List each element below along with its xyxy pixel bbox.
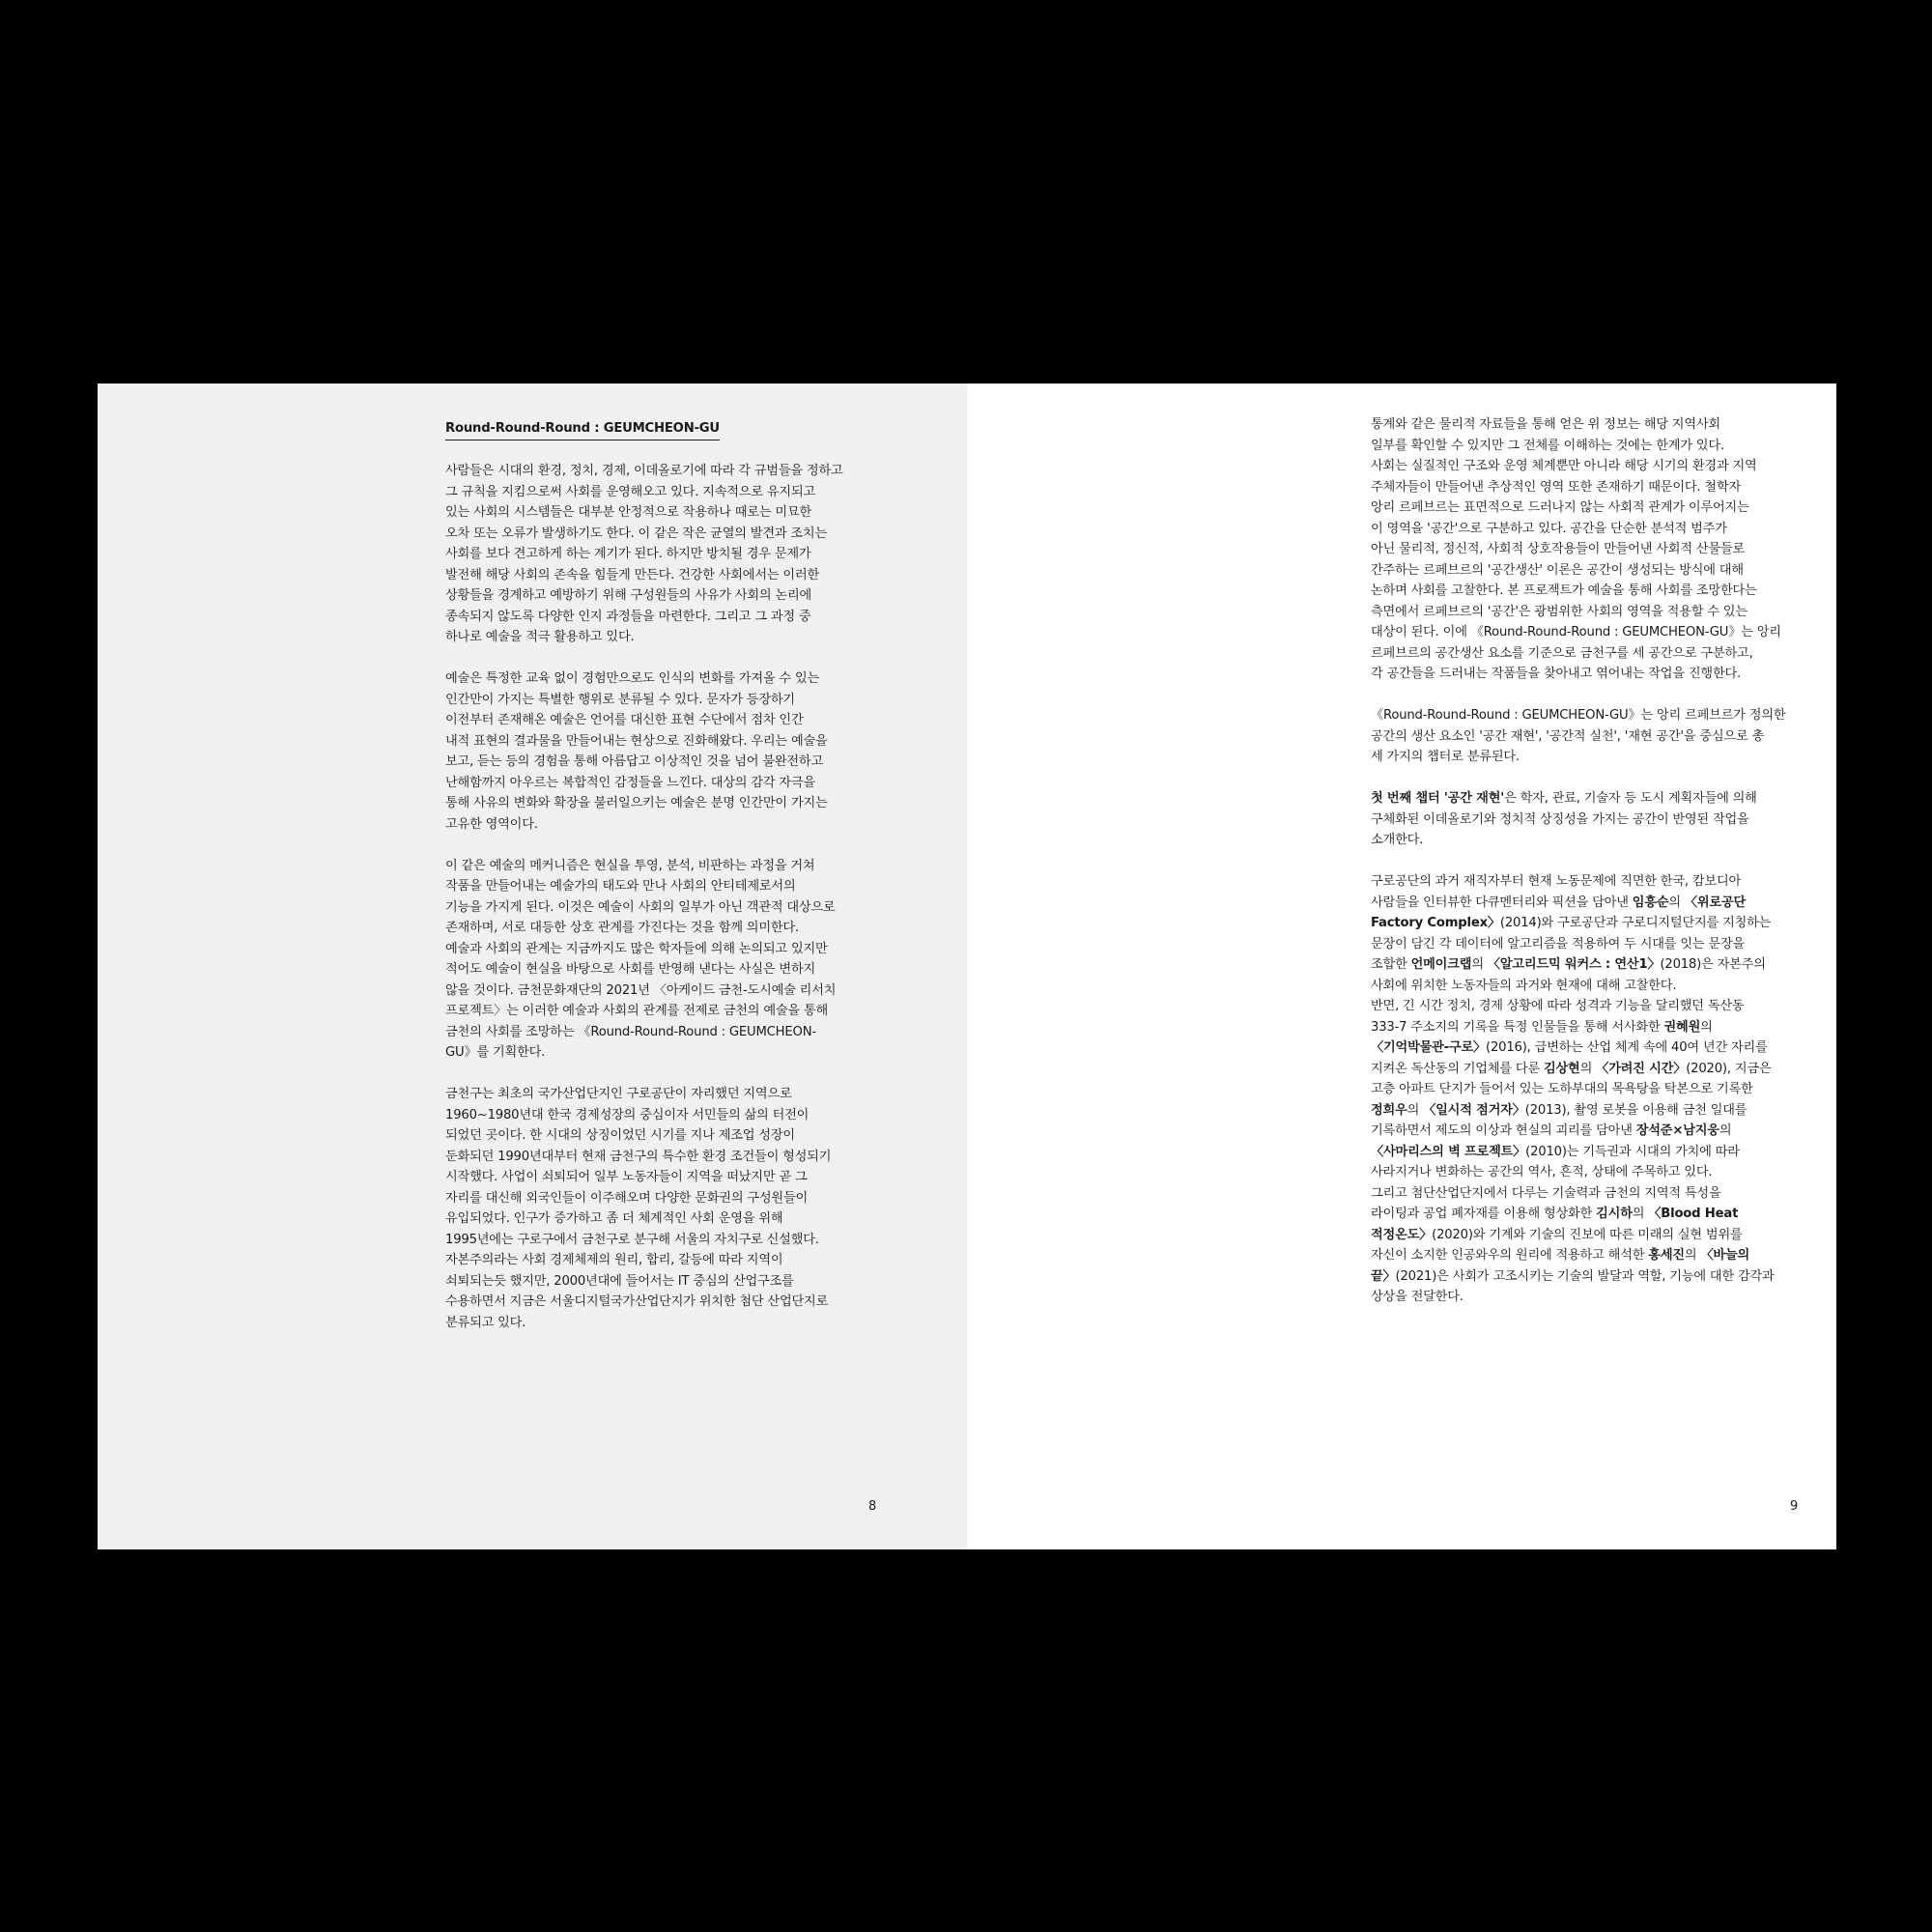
text-line (1371, 747, 1804, 768)
page-number-right: 9 (1790, 1499, 1799, 1514)
text-line (1371, 602, 1804, 623)
text-line (1371, 560, 1804, 582)
text-run: 문장이 담긴 각 데이터에 알고리즘을 적용하여 두 시대를 잇는 문장을 (1371, 936, 1746, 952)
text-run: 아닌 물리적, 정신적, 사회적 상호작용들이 만들어낸 사회적 산물들로 (1371, 542, 1746, 556)
bold-text-run: 〈알고리드믹 워커스 : 연산1〉 (1487, 957, 1661, 972)
text-line (1371, 1162, 1804, 1183)
paragraph-gap (445, 835, 890, 856)
right-body-text (1371, 414, 1804, 1308)
bold-text-run: 장석준×남지웅 (1635, 1123, 1719, 1138)
bold-text-run: 권혜원 (1663, 1019, 1701, 1035)
text-line (1371, 1245, 1804, 1266)
text-line (1371, 893, 1804, 914)
text-line: 기능을 가지게 된다. 이것은 예술이 사회의 일부가 아닌 객관적 대상으로 (445, 899, 836, 915)
text-run: 공간의 생산 요소인 '공간 재현', '공간적 실천', '재현 공간'을 중심으로 총 (1371, 728, 1765, 744)
text-run: 의 (1684, 1248, 1701, 1263)
text-run: 주체자들이 만들어낸 추상적인 영역 또한 존재하기 때문이다. 철학자 (1371, 479, 1742, 495)
bold-text-run: Factory Complex〉 (1371, 916, 1500, 930)
text-line (1371, 436, 1804, 457)
paragraph (445, 668, 890, 835)
left-body-text (445, 461, 890, 1333)
text-run: 논하며 사회를 고찰한다. 본 프로젝트가 예술을 통해 사회를 조망한다는 (1371, 583, 1757, 598)
text-line (1371, 830, 1804, 851)
text-run: 조합한 (1371, 957, 1411, 972)
paragraph (1371, 414, 1804, 685)
text-run: 은 학자, 관료, 기술자 등 도시 계획자들에 의해 (1504, 791, 1757, 806)
text-line (1371, 954, 1804, 976)
section-heading: Round-Round-Round : GEUMCHEON-GU (445, 419, 720, 440)
bold-text-run: 김상현 (1543, 1061, 1580, 1076)
right-page (967, 384, 1836, 1549)
text-line (1371, 934, 1804, 955)
text-line (1371, 1266, 1804, 1288)
bold-text-run: 〈Blood Heat (1648, 1207, 1739, 1221)
bold-text-run: 언메이크랩 (1410, 957, 1472, 972)
bold-text-run: 적정온도〉 (1371, 1227, 1433, 1242)
bold-text-run: 정희우 (1371, 1102, 1407, 1118)
bold-text-run: 〈일시적 점거자〉 (1423, 1102, 1525, 1118)
text-line: 통해 사유의 변화와 확장을 불러일으키는 예술은 분명 인간만이 가지는 (445, 796, 828, 810)
text-run: 그리고 첨단산업단지에서 다루는 기술력과 금천의 지역적 특성을 (1371, 1185, 1721, 1201)
text-line: 예술과 사회의 관계는 지금까지도 많은 학자들에 의해 논의되고 있지만 (445, 941, 828, 956)
text-run: 고층 아파트 단지가 들어서 있는 도하부대의 목욕탕을 탁본으로 기록한 (1371, 1082, 1753, 1096)
text-line: 1995년에는 구로구에서 금천구로 분구해 서울의 자치구로 신설했다. (445, 1232, 819, 1247)
text-run: (2020)와 기계와 기술의 진보에 따른 미래의 실현 범위를 (1432, 1227, 1743, 1242)
text-line (1371, 705, 1804, 726)
text-line (1371, 913, 1804, 934)
text-line: 적어도 예술이 현실을 바탕으로 사회를 반영해 낸다는 사실은 변하지 (445, 962, 816, 977)
text-run: 의 (1700, 1019, 1713, 1035)
text-line: 쇠퇴되는듯 했지만, 2000년대에 들어서는 IT 중심의 산업구조를 (445, 1273, 794, 1289)
text-run: 측면에서 르페브르의 '공간'은 광범위한 사회의 영역을 적용할 수 있는 (1371, 604, 1747, 619)
paragraph-gap (445, 648, 890, 669)
text-line: 되었던 곳이다. 한 시대의 상징이었던 시기를 지나 제조업 성장이 (445, 1128, 795, 1143)
text-line: 작품을 만들어내는 예술가의 태도와 만나 사회의 안티테제로서의 (445, 879, 796, 894)
text-line: 둔화되던 1990년대부터 현재 금천구의 특수한 환경 조건들이 형성되기 (445, 1149, 832, 1164)
text-line (1371, 996, 1804, 1017)
text-line: 오차 또는 오류가 발생하기도 한다. 이 같은 작은 균열의 발견과 조치는 (445, 526, 828, 541)
text-line (1371, 1121, 1804, 1142)
text-run: 앙리 르페브르는 표면적으로 드러나지 않는 사회적 관계가 이루어지는 (1371, 500, 1749, 515)
text-line (1371, 622, 1804, 643)
text-run: (2014)와 구로공단과 구로디지털단지를 지칭하는 (1499, 916, 1772, 930)
text-line: 있는 사회의 시스템들은 대부분 안정적으로 작용하나 때로는 미묘한 (445, 505, 812, 520)
text-line (1371, 1287, 1804, 1308)
text-line: 금천의 사회를 조망하는 《Round-Round-Round : GEUMCHEON- (445, 1024, 816, 1039)
text-line (1371, 581, 1804, 602)
text-line: 프로젝트〉는 이러한 예술과 사회의 관계를 전제로 금천의 예술을 통해 (445, 1004, 829, 1018)
text-run: 간주하는 르페브르의 '공간생산' 이론은 공간이 생성되는 방식에 대해 (1371, 562, 1744, 578)
text-line (1371, 1183, 1804, 1205)
text-run: 의 (1632, 1207, 1649, 1221)
text-run: 의 (1668, 895, 1685, 910)
text-line: 자리를 대신해 외국인들이 이주해오며 다양한 문화권의 구성원들이 (445, 1190, 809, 1206)
text-line (1371, 1079, 1804, 1100)
text-run: 의 (1719, 1123, 1732, 1138)
text-line (1371, 1017, 1804, 1038)
text-run: 각 공간들을 드러내는 작품들을 찾아내고 엮어내는 작업을 진행한다. (1371, 667, 1742, 681)
text-run: 지켜온 독산동의 기업체를 다룬 (1371, 1061, 1544, 1076)
right-text-column (1371, 414, 1804, 1308)
text-line (1371, 664, 1804, 685)
text-line (1371, 871, 1804, 893)
text-line: 이 같은 예술의 메커니즘은 현실을 투영, 분석, 비판하는 과정을 거쳐 (445, 858, 815, 873)
text-run: 라이팅과 공업 폐자재를 이용해 형상화한 (1371, 1207, 1597, 1221)
text-line: 분류되고 있다. (445, 1315, 526, 1330)
paragraph-gap (1371, 851, 1804, 872)
text-line: 내적 표현의 결과물을 만들어내는 현상으로 진화해왔다. 우리는 예술을 (445, 733, 828, 749)
text-line: 시작했다. 사업이 쇠퇴되어 일부 노동자들이 지역을 떠났지만 곧 그 (445, 1170, 808, 1184)
text-run: 사회는 실질적인 구조와 운영 체계뿐만 아니라 해당 시기의 환경과 지역 (1371, 459, 1757, 473)
text-run: (2013), 촬영 로봇을 이용해 금천 일대를 (1524, 1102, 1747, 1118)
text-line (1371, 1059, 1804, 1080)
paragraph-gap (445, 1064, 890, 1085)
paragraph (1371, 788, 1804, 851)
text-run: (2016), 급변하는 산업 체계 속에 40여 년간 자리를 (1486, 1040, 1768, 1055)
text-line: 금천구는 최초의 국가산업단지인 구로공단이 자리했던 지역으로 (445, 1087, 792, 1101)
text-line: 인간만이 가지는 특별한 행위로 분류될 수 있다. 문자가 등장하기 (445, 692, 795, 707)
text-line: 그 규칙을 지킴으로써 사회를 운영해오고 있다. 지속적으로 유지되고 (445, 484, 816, 499)
text-run: 세 가지의 챕터로 분류된다. (1371, 750, 1520, 764)
text-run: 사람들을 인터뷰한 다큐멘터리와 픽션을 담아낸 (1371, 895, 1633, 910)
text-line: 1960~1980년대 한국 경제성장의 중심이자 서민들의 삶의 터전이 (445, 1107, 810, 1122)
text-line: 하나로 예술을 적극 활용하고 있다. (445, 630, 635, 644)
text-line (1371, 726, 1804, 748)
text-line: 종속되지 않도록 다양한 인지 과정들을 마련한다. 그리고 그 과정 중 (445, 609, 811, 624)
text-line: 사회를 보다 견고하게 하는 계기가 된다. 하지만 방치될 경우 문제가 (445, 547, 811, 561)
text-line: 고유한 영역이다. (445, 816, 538, 832)
text-line: 발전해 해당 사회의 존속을 힘들게 만든다. 건강한 사회에서는 이러한 (445, 567, 820, 582)
text-run: 르페브르의 공간생산 요소를 기준으로 금천구를 세 공간으로 구분하고, (1371, 645, 1753, 661)
text-run: 반면, 긴 시간 정치, 경제 상황에 따라 성격과 기능을 달리했던 독산동 (1371, 999, 1745, 1013)
bold-text-run: 〈바늘의 (1700, 1248, 1750, 1263)
bold-text-run: 〈가려진 시간〉 (1596, 1061, 1687, 1076)
bold-text-run: 임흥순 (1632, 895, 1669, 910)
text-line: 않을 것이다. 금천문화재단의 2021년 〈아케이드 금천-도시예술 리서치 (445, 982, 837, 998)
text-line: 존재하며, 서로 대등한 상호 관계를 가진다는 것을 함께 의미한다. (445, 921, 799, 935)
paragraph (445, 856, 890, 1064)
bold-text-run: 첫 번째 챕터 '공간 재현' (1371, 791, 1505, 806)
left-page (98, 384, 967, 1549)
text-line (1371, 539, 1804, 560)
bold-text-run: 홍세진 (1648, 1248, 1685, 1263)
text-line (1371, 456, 1804, 477)
paragraph (1371, 871, 1804, 1308)
text-line: 사람들은 시대의 환경, 정치, 경제, 이데올로기에 따라 각 규범들을 정하고 (445, 464, 843, 478)
text-line (1371, 1225, 1804, 1246)
text-run: 기록하면서 제도의 이상과 현실의 괴리를 담아낸 (1371, 1123, 1636, 1138)
text-run: 의 (1471, 957, 1488, 972)
text-line: 예술은 특정한 교육 없이 경험만으로도 인식의 변화를 가져올 수 있는 (445, 671, 820, 686)
text-run: 사회에 위치한 노동자들의 과거와 현재에 대해 고찰한다. (1371, 978, 1677, 993)
bold-text-run: 〈위로공단 (1684, 895, 1747, 910)
text-line (1371, 414, 1804, 436)
text-run: 구로공단의 과거 재직자부터 현재 노동문제에 직면한 한국, 캄보디아 (1371, 874, 1742, 889)
bold-text-run: 끝〉 (1371, 1268, 1396, 1284)
text-line (1371, 477, 1804, 498)
text-run: 상상을 전달한다. (1371, 1290, 1463, 1304)
text-line (1371, 497, 1804, 519)
text-run: (2020), 지금은 (1686, 1061, 1772, 1076)
text-line (1371, 976, 1804, 997)
text-run: 사라지거나 변화하는 공간의 역사, 흔적, 상태에 주목하고 있다. (1371, 1165, 1713, 1179)
text-run: (2010)는 기득권과 시대의 가치에 따라 (1525, 1144, 1740, 1159)
text-line: 수용하면서 지금은 서울디지털국가산업단지가 위치한 첨단 산업단지로 (445, 1294, 829, 1309)
text-line (1371, 643, 1804, 665)
text-run: 《Round-Round-Round : GEUMCHEON-GU》는 앙리 르페브르가 정의한 (1371, 708, 1786, 723)
text-run: 소개한다. (1371, 833, 1424, 847)
bold-text-run: 김시하 (1596, 1207, 1633, 1221)
text-line (1371, 1100, 1804, 1122)
text-run: 의 (1579, 1061, 1597, 1076)
text-line (1371, 810, 1804, 831)
paragraph (445, 1084, 890, 1333)
text-run: 333-7 주소지의 기록을 특정 인물들을 통해 서사화한 (1371, 1019, 1664, 1035)
text-run: 구체화된 이데올로기와 정치적 상징성을 가지는 공간이 반영된 작업을 (1371, 811, 1749, 827)
paragraph-gap (1371, 685, 1804, 706)
text-line: 난해함까지 아우르는 복합적인 감정들을 느낀다. 대상의 감각 자극을 (445, 775, 816, 790)
book-spread (98, 384, 1836, 1549)
text-line: GU》를 기획한다. (445, 1045, 546, 1060)
paragraph-gap (1371, 768, 1804, 789)
text-line (1371, 1037, 1804, 1059)
text-line: 상황들을 경계하고 예방하기 위해 구성원들의 사유가 사회의 논리에 (445, 588, 812, 603)
text-line (1371, 1204, 1804, 1225)
text-line: 보고, 듣는 등의 경험을 통해 아름답고 이상적인 것을 넘어 불완전하고 (445, 754, 824, 769)
text-run: 일부를 확인할 수 있지만 그 전체를 이해하는 것에는 한계가 있다. (1371, 438, 1724, 453)
text-run: (2021)은 사회가 고조시키는 기술의 발달과 역할, 기능에 대한 감각과 (1395, 1268, 1775, 1284)
text-line: 이전부터 존재해온 예술은 언어를 대신한 표현 수단에서 점차 인간 (445, 713, 804, 727)
text-line: 자본주의라는 사회 경제체제의 원리, 합리, 갈등에 따라 지역이 (445, 1253, 783, 1267)
paragraph (445, 461, 890, 648)
text-line (1371, 519, 1804, 540)
text-line (1371, 1142, 1804, 1163)
text-run: 의 (1406, 1102, 1424, 1118)
text-line (1371, 788, 1804, 810)
page-number-left: 8 (868, 1499, 877, 1514)
bold-text-run: 〈기억박물관-구로〉 (1371, 1040, 1487, 1055)
left-text-column (445, 418, 890, 1333)
text-run: (2018)은 자본주의 (1660, 957, 1766, 972)
bold-text-run: 〈사마리스의 벽 프로젝트〉 (1371, 1144, 1526, 1159)
text-run: 통계와 같은 물리적 자료들을 통해 얻은 위 정보는 해당 지역사회 (1371, 417, 1720, 432)
text-run: 자신이 소지한 인공와우의 원리에 적용하고 해석한 (1371, 1248, 1649, 1263)
text-run: 대상이 된다. 이에 《Round-Round-Round : GEUMCHEON-GU》는 앙리 (1371, 625, 1781, 639)
paragraph (1371, 705, 1804, 768)
text-line: 유입되었다. 인구가 증가하고 좀 더 체계적인 사회 운영을 위해 (445, 1211, 783, 1226)
text-run: 이 영역을 '공간'으로 구분하고 있다. 공간을 단순한 분석적 범주가 (1371, 521, 1727, 536)
